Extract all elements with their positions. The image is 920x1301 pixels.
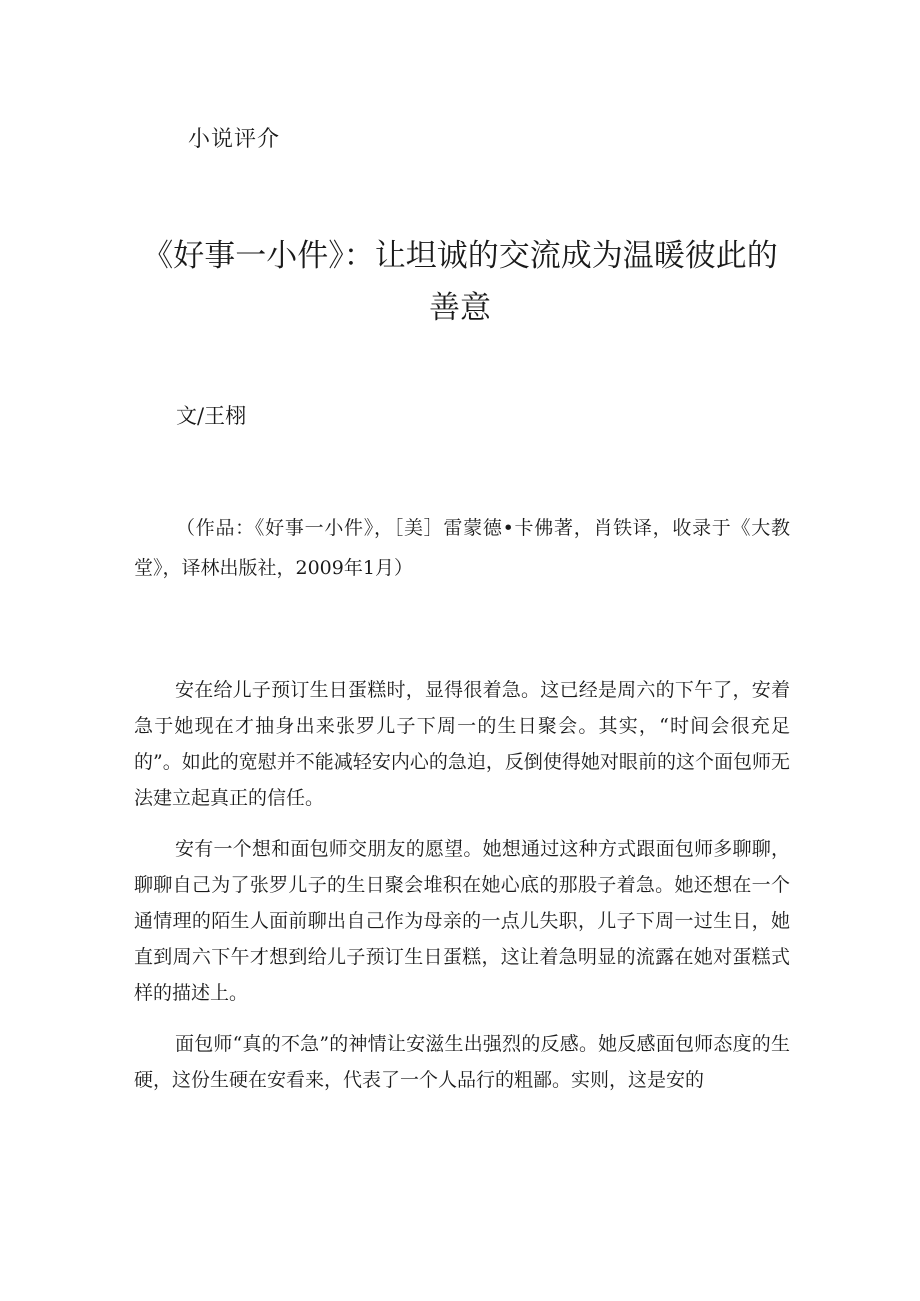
paragraph: 面包师“真的不急”的神情让安滋生出强烈的反感。她反感面包师态度的生硬，这份生硬在安看来，代表了一个人品行的粗鄙。实则，这是安的: [134, 1033, 790, 1091]
article-body: [134, 672, 790, 1113]
source-citation: （作品：《好事一小件》，［美］雷蒙德•卡佛著，肖铁译，收录于《大教堂》，译林出版社，2009年1月）: [134, 517, 790, 579]
category-label: 小说评介: [188, 127, 281, 152]
paragraph: 安有一个想和面包师交朋友的愿望。她想通过这种方式跟面包师多聊聊，聊聊自己为了张罗儿子的生日聚会堆积在她心底的那股子着急。她还想在一个通情理的陌生人面前聊出自己作为母亲的一点儿失职，儿子下周一过生日，她直到周六下午才想到给儿子预订生日蛋糕，这让着急明显的流露在她对蛋糕式样的描述上。: [134, 838, 790, 1004]
article-title: 《好事一小件》：让坦诚的交流成为温暖彼此的善意: [142, 238, 778, 326]
paragraph: 安在给儿子预订生日蛋糕时，显得很着急。这已经是周六的下午了，安着急于她现在才抽身出来张罗儿子下周一的生日聚会。其实，“时间会很充足的”。如此的宽慰并不能减轻安内心的急迫，反倒使得她对眼前的这个面包师无法建立起真正的信任。: [134, 679, 790, 809]
author-line: 文/王栩: [176, 404, 247, 428]
